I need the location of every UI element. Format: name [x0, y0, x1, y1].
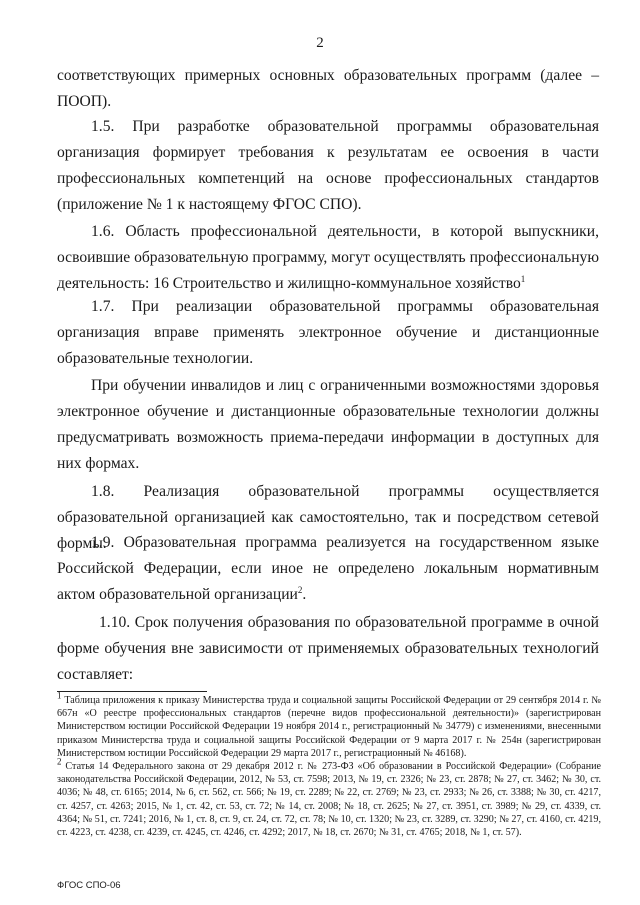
paragraph-disabled-learners: При обучении инвалидов и лиц с ограниченными возможностями здоровья электронное обучение и дистанционные образовательные технологии должны предусматривать возможность приема-передачи информации в доступных для них формах.	[57, 377, 599, 472]
footnote-divider	[57, 691, 207, 692]
main-text	[57, 373, 599, 477]
main-text	[57, 530, 599, 608]
paragraph-1-10: 1.10. Срок получения образования по образовательной программе в очной форме обучения вне зависимости от применяемых образовательных технологий составляет:	[57, 614, 599, 683]
footnote-mark-1: 1	[57, 690, 62, 701]
paragraph-1-8: 1.8. Реализация образовательной программы осуществляется образовательной организацией как самостоятельно, так и посредством сетевой формы.	[57, 483, 599, 552]
document-code-footer: ФГОС СПО-06	[57, 880, 121, 891]
footnote-1: $^1$ Таблица приложения к приказу Министерства труда и социальной защиты Российской Федерации от 29 сентября 2014 г. № 667н «О реестре профессиональных стандартов (перечне видов профессиональной деятельности)» (зарегистрирован Министерством юстиции Российской Федерации 19 ноября 2014 г., регистрационный № 34779) с изменениями, внесенными приказом Министерства труда и социальной защиты Российской Федерации от 9 марта 2017 г. № 254н (зарегистрирован Министерством юстиции Российской Федерации 29 марта 2017 г., регистрационный № 46168).	[57, 690, 601, 759]
paragraph-1-6: 1.6. Область профессиональной деятельности, в которой выпускники, освоившие образовательную программу, могут осуществлять профессиональную деятельность: 16 Строительство и жилищно-коммунальное хозяйство$^1$	[57, 223, 599, 292]
main-text	[57, 294, 599, 372]
paragraph-1-5: 1.5. При разработке образовательной программы образовательная организация формирует требования к результатам ее освоения в части профессиональных компетенций на основе профессиональных стандартов (приложение № 1 к настоящему ФГОС СПО).	[57, 118, 599, 213]
footnotes	[57, 690, 601, 839]
main-text	[57, 114, 599, 218]
footnote-ref-2: 2	[297, 584, 303, 595]
paragraph-1-9: 1.9. Образовательная программа реализуется на государственном языке Российской Федерации, если иное не определено локальным нормативным актом образовательной организации$^2$.	[57, 534, 599, 603]
main-text	[57, 610, 599, 688]
main-text	[57, 63, 599, 115]
paragraph-1-7: 1.7. При реализации образовательной программы образовательная организация вправе применять электронное обучение и дистанционные образовательные технологии.	[57, 298, 599, 367]
main-text	[57, 219, 599, 297]
paragraph-continuation: соответствующих примерных основных образовательных программ (далее – ПООП).	[57, 67, 599, 110]
page-number: 2	[316, 35, 324, 51]
footnote-ref-1: 1	[520, 273, 526, 284]
footnote-mark-2: 2	[57, 756, 62, 767]
footnote-2: $^2$ Статья 14 Федерального закона от 29 декабря 2012 г. № 273-ФЗ «Об образовании в Российской Федерации» (Собрание законодательства Российской Федерации, 2012, № 53, ст. 7598; 2013, № 19, ст. 2326; № 23, ст. 2878; № 27, ст. 3462; № 30, ст. 4036; № 48, ст. 6165; 2014, № 6, ст. 562, ст. 566; № 19, ст. 2289; № 22, ст. 2769; № 23, ст. 2933; № 26, ст. 3388; № 30, ст. 4217, ст. 4257, ст. 4263; 2015, № 1, ст. 42, ст. 53, ст. 72; № 14, ст. 2008; № 18, ст. 2625; № 27, ст. 3951, ст. 3989; № 29, ст. 4339, ст. 4364; № 51, ст. 7241; 2016, № 1, ст. 8, ст. 9, ст. 24, ст. 72, ст. 78; № 10, ст. 1320; № 23, ст. 3289, ст. 3290; № 27, ст. 4160, ст. 4219, ст. 4223, ст. 4238, ст. 4239, ст. 4245, ст. 4246, ст. 4292; 2017, № 18, ст. 2670; № 31, ст. 4765; 2018, № 1, ст. 57).	[57, 756, 601, 839]
